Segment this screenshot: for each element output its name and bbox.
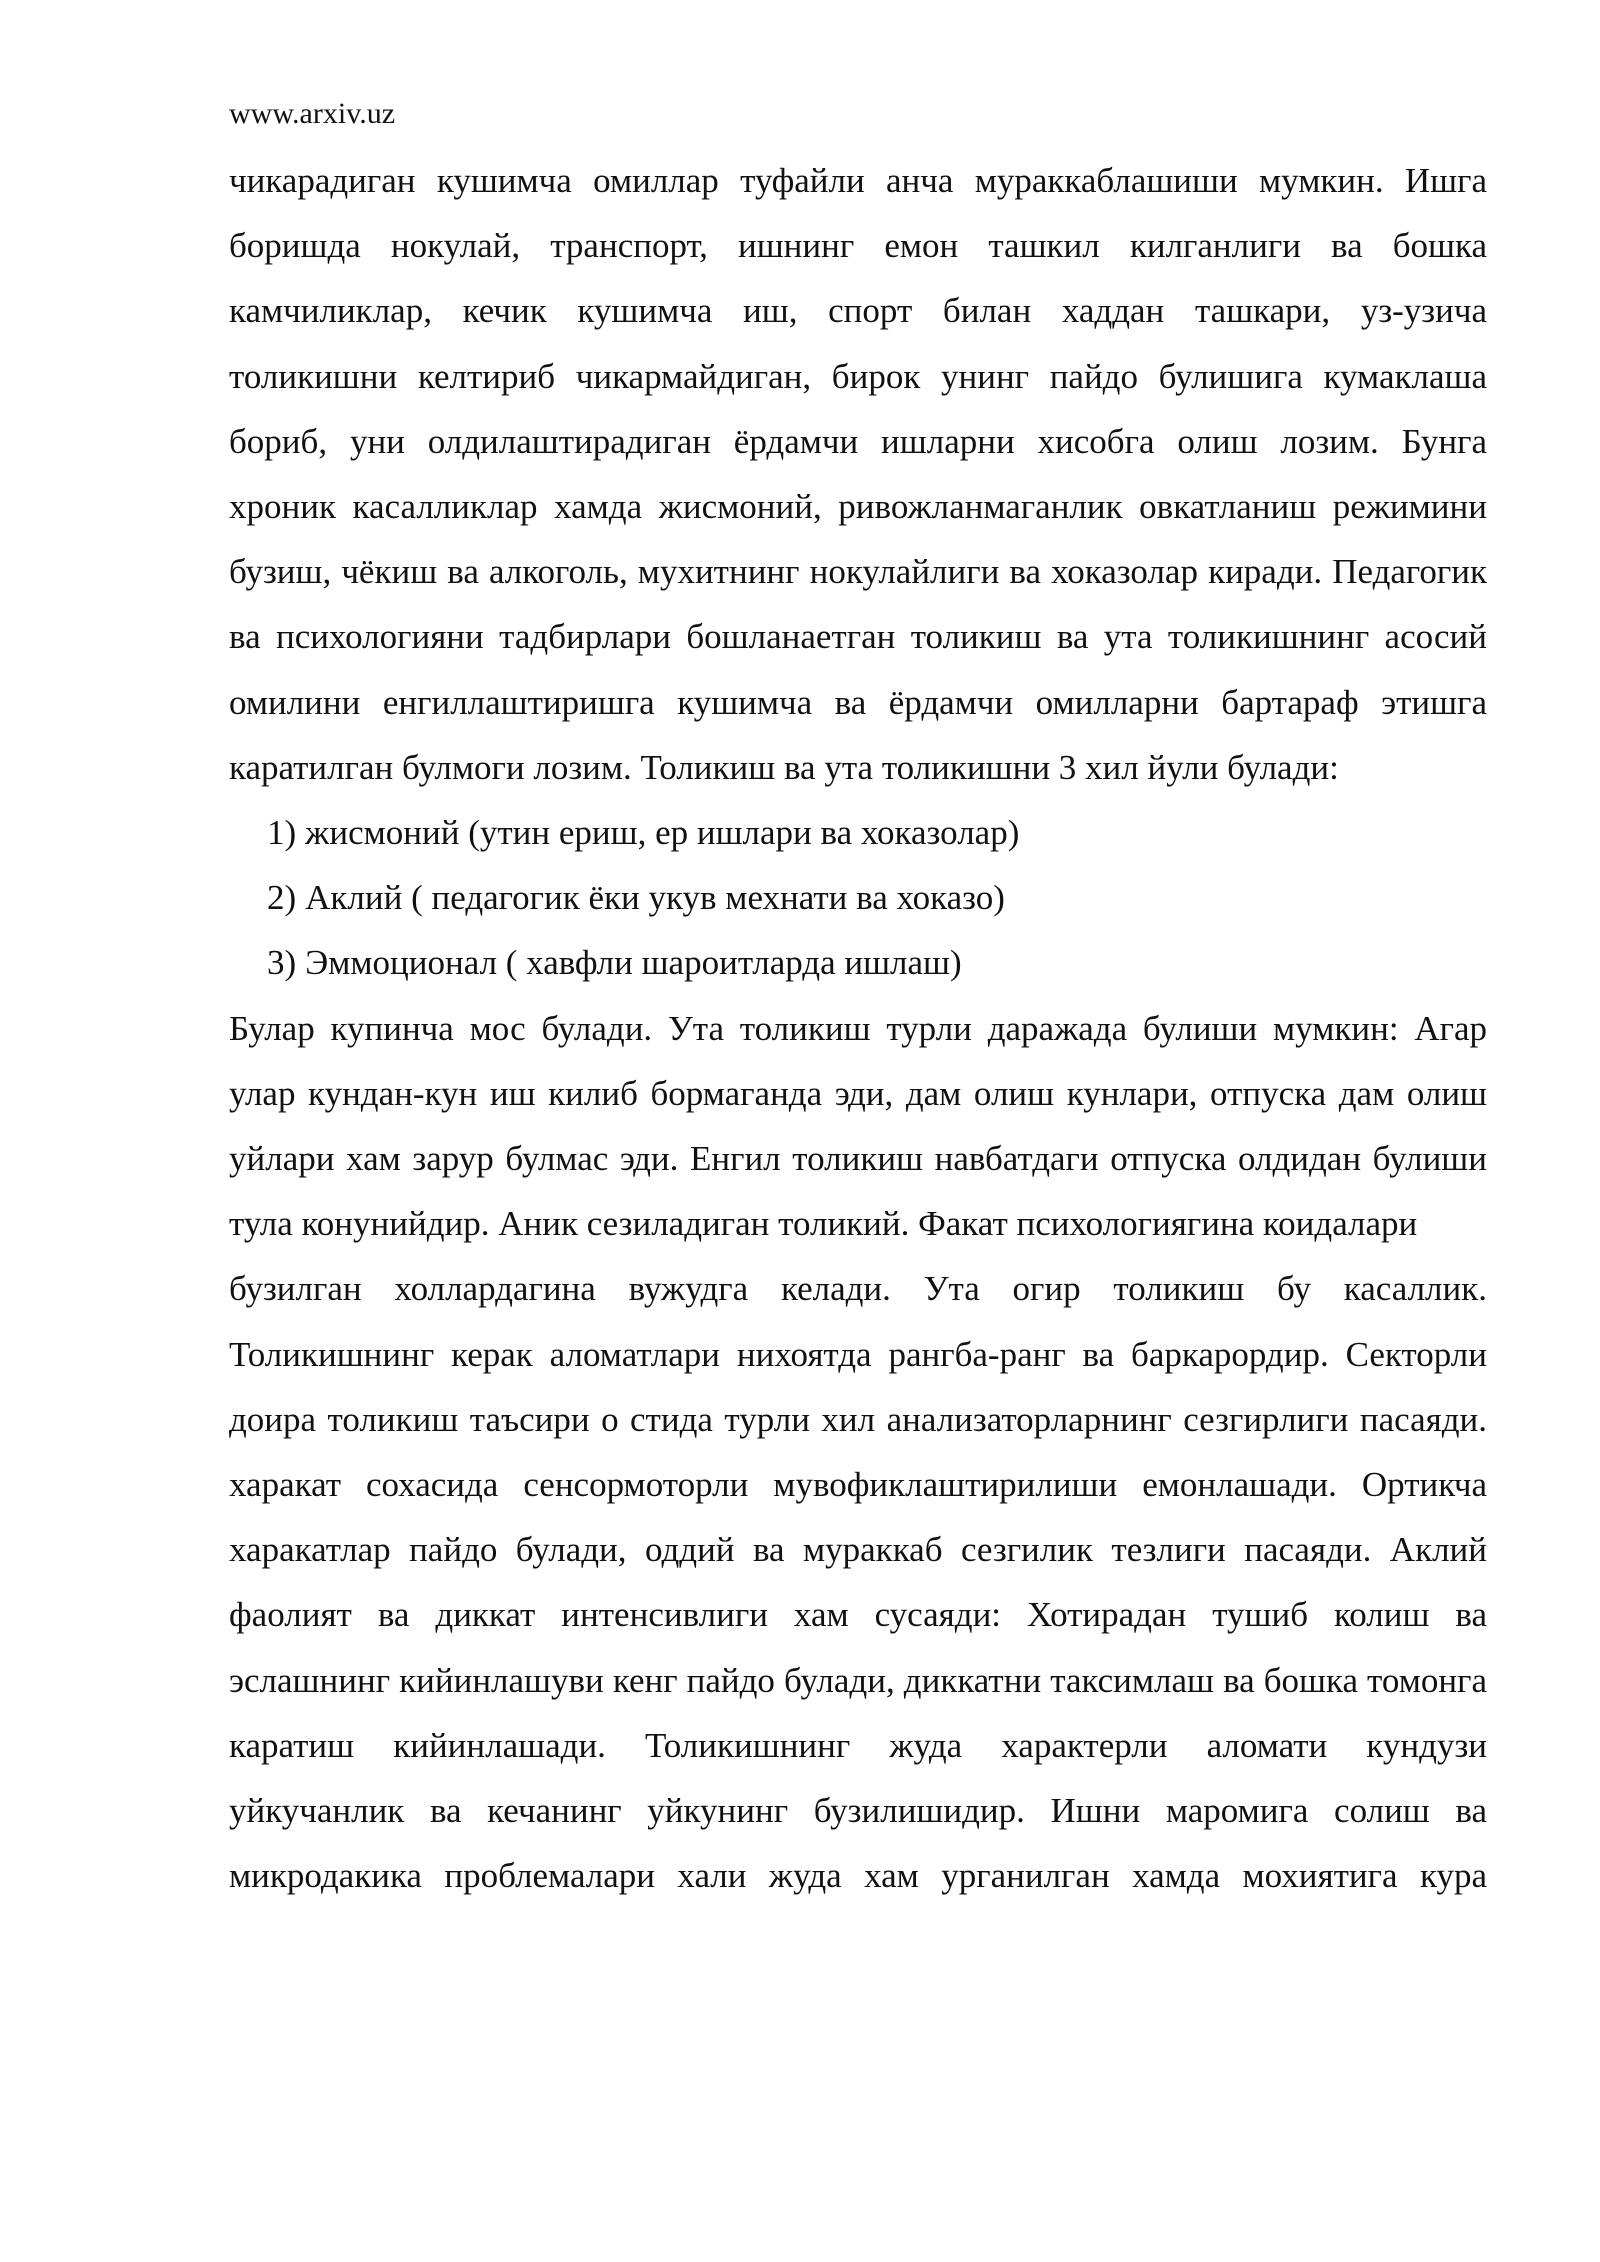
- list-item-number: 2): [267, 878, 297, 918]
- header-url: www.arxiv.uz: [229, 97, 396, 130]
- list-item: [229, 865, 1487, 930]
- document-body: [229, 148, 1487, 1908]
- paragraph-1: чикарадиган кушимча омиллар туфайли анча мураккаблашиши мумкин. Ишга боришда нокулай, транспорт, ишнинг емон ташкил килганлиги ва бошка камчиликлар, кечик кушимча иш, спорт билан хаддан ташкари, уз-узича толикишни келтириб чикармайдиган, бирок унинг пайдо булишига кумаклаша бориб, уни олдилаштирадиган ёрдамчи ишларни хисобга олиш лозим. Бунга хроник касалликлар хамда жисмоний, ривожланмаганлик овкатланиш режимини бузиш, чёкиш ва алкоголь, мухитнинг нокулайлиги ва хоказолар киради. Педагогик ва психологияни тадбирлари бошланаетган толикиш ва ута толикишнинг асосий омилини енгиллаштиришга кушимча ва ёрдамчи омилларни бартараф этишга каратилган булмоги лозим. Толикиш ва ута толикишни 3 хил йули булади:: [229, 161, 1487, 787]
- paragraph-3: бузилган холлардагина вужудга келади. Ута огир толикиш бу касаллик. Толикишнинг керак аломатлари нихоятда рангба-ранг ва баркарордир. Секторли доира толикиш таъсири о стида турли хил анализаторларнинг сезгирлиги пасаяди. харакат сохасида сенсормоторли мувофиклаштирилиши емонлашади. Ортикча харакатлар пайдо булади, оддий ва мураккаб сезгилик тезлиги пасаяди. Аклий фаолият ва диккат интенсивлиги хам сусаяди: Хотирадан тушиб колиш ва эслашнинг кийинлашуви кенг пайдо булади, диккатни таксимлаш ва бошка томонга каратиш кийинлашади. Толикишнинг жуда характерли аломати кундузи уйкучанлик ва кечанинг уйкунинг бузилишидир. Ишни маромига солиш ва микродакика проблемалари хали жуда хам урганилган хамда мохиятига кура: [229, 1269, 1487, 1896]
- list-item-number: 1): [267, 813, 297, 853]
- list-item-number: 3): [267, 943, 297, 983]
- list-item-text: жисмоний (утин ериш, ер ишлари ва хоказолар): [305, 813, 1020, 853]
- numbered-list: [229, 800, 1487, 996]
- list-item: [229, 800, 1487, 865]
- list-item-text: Эммоционал ( хавфли шароитларда ишлаш): [305, 943, 962, 983]
- list-item-text: Аклий ( педагогик ёки укув мехнати ва хоказо): [305, 878, 1005, 918]
- list-item: [229, 930, 1487, 995]
- paragraph-2: Булар купинча мос булади. Ута толикиш турли даражада булиши мумкин: Агар улар кундан-кун иш килиб бормаганда эди, дам олиш кунлари, отпуска дам олиш уйлари хам зарур булмас эди. Енгил толикиш навбатдаги отпуска олдидан булиши тула конунийдир. Аник сезиладиган толикий. Факат психологиягина коидалари: [229, 1008, 1487, 1244]
